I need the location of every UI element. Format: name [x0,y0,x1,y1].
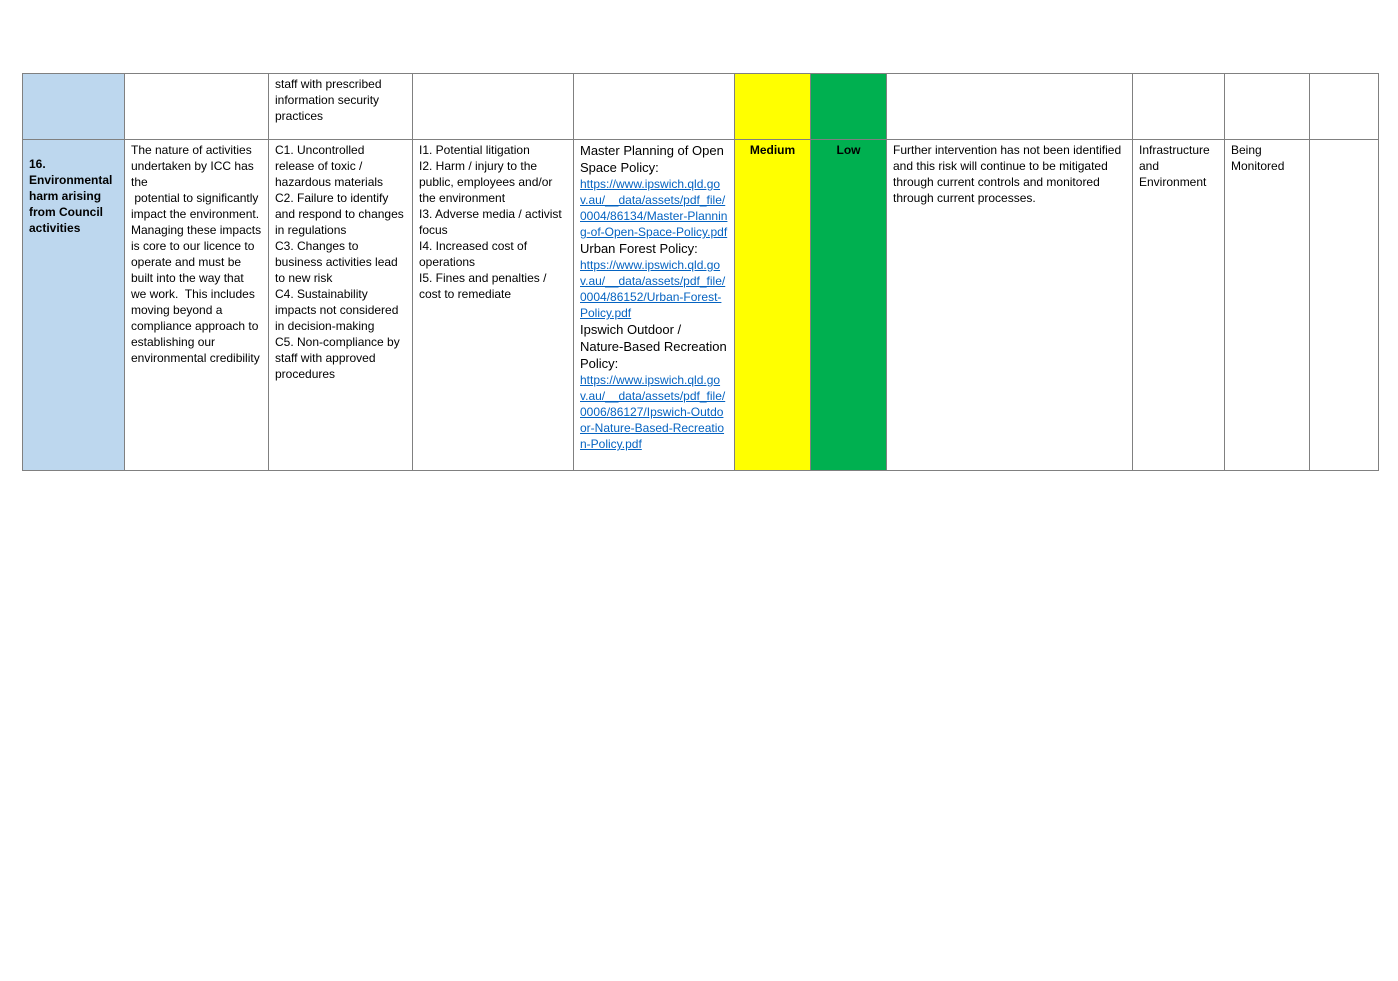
cause-item: C3. Changes to business activities lead to new risk [275,239,398,285]
owner-cell [1133,140,1225,471]
description-cell [125,74,269,140]
status-cell [1225,140,1310,471]
policy-link[interactable]: https://www.ipswich.qld.gov.au/__data/assets/pdf_file/0004/86152/Urban-Forest-Policy.pdf [580,258,726,320]
policy-name: Master Planning of Open Space Policy: [580,143,724,175]
treatment-cell [887,74,1133,140]
residual-rating: Low [836,143,861,157]
table-row [23,140,1379,471]
inherent-rating-cell [735,140,811,471]
cause-item: C4. Sustainability impacts not considered in decision-making [275,287,399,333]
description-cell [125,140,269,471]
treatment-text: Further intervention has not been identified and this risk will continue to be mitigated through current controls and monitored through current processes. [893,143,1125,205]
residual-rating-cell [811,140,887,471]
causes-cell [269,74,413,140]
policies-cell [574,140,735,471]
policy-name: Ipswich Outdoor / Nature-Based Recreation Policy: [580,322,727,371]
risk-status: Being Monitored [1231,143,1285,173]
policy-link[interactable]: https://www.ipswich.qld.gov.au/__data/assets/pdf_file/0006/86127/Ipswich-Outdoor-Nature-Based-Recreation-Policy.pdf [580,373,726,451]
policies-cell [574,74,735,140]
risk-title: 16. Environmental harm arising from Council activities [29,157,113,235]
treatment-cell [887,140,1133,471]
cause-item: C5. Non-compliance by staff with approved procedures [275,335,400,381]
inherent-rating-cell [735,74,811,140]
cause-item: C2. Failure to identify and respond to changes in regulations [275,191,404,237]
inherent-rating: Medium [749,143,796,157]
impact-item: I4. Increased cost of operations [419,239,528,269]
risk-description: The nature of activities undertaken by ICC has the potential to significantly impact the environment. Managing these impacts is core to our licence to operate and must be built into the way that we work. This includes moving beyond a compliance approach to establishing our environmental credibility [131,143,262,365]
risk-owner: Infrastructure and Environment [1139,143,1214,189]
impacts-cell [413,74,574,140]
status-cell [1225,74,1310,140]
impact-item: I5. Fines and penalties / cost to remediate [419,271,547,301]
cause-item: C1. Uncontrolled release of toxic / hazardous materials [275,143,384,189]
risk-cell [23,140,125,471]
table-row [23,74,1379,140]
risk-cell [23,74,125,140]
impact-item: I2. Harm / injury to the public, employees and/or the environment [419,159,553,205]
empty-cell [1310,74,1379,140]
policy-link[interactable]: https://www.ipswich.qld.gov.au/__data/assets/pdf_file/0004/86134/Master-Planning-of-Open-Space-Policy.pdf [580,177,728,239]
risk-register-table [22,73,1379,471]
controls-text: staff with prescribed information security practices [275,77,382,123]
impact-item: I1. Potential litigation [419,143,530,157]
owner-cell [1133,74,1225,140]
residual-rating-cell [811,74,887,140]
impacts-cell [413,140,574,471]
policy-name: Urban Forest Policy: [580,241,698,256]
impact-item: I3. Adverse media / activist focus [419,207,562,237]
empty-cell [1310,140,1379,471]
causes-cell [269,140,413,471]
